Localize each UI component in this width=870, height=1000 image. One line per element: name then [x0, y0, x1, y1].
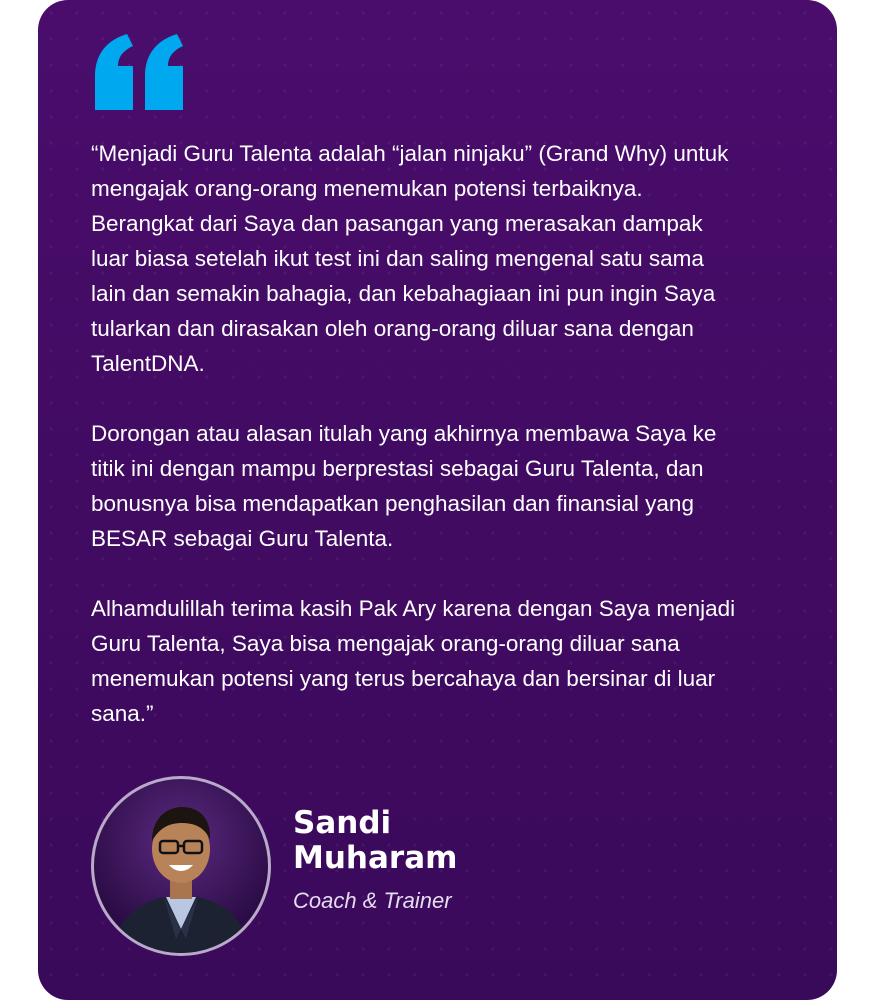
quote-paragraph-3: Alhamdulillah terima kasih Pak Ary karena dengan Saya menjadi Guru Talenta, Saya bisa mengajak orang-orang diluar sana menemukan potensi yang terus bercahaya dan bersinar di luar sana.”	[91, 596, 736, 726]
testimonial-card	[38, 0, 837, 1000]
author-name: Sandi Muharam	[293, 805, 458, 876]
author-avatar	[91, 776, 271, 956]
avatar-photo	[94, 779, 268, 953]
quote-paragraph-2: Dorongan atau alasan itulah yang akhirnya membawa Saya ke titik ini dengan mampu berprestasi sebagai Guru Talenta, dan bonusnya bisa mendapatkan penghasilan dan finansial yang BESAR sebagai Guru Talenta.	[91, 421, 717, 551]
quote-paragraph-1: “Menjadi Guru Talenta adalah “jalan ninjaku” (Grand Why) untuk mengajak orang-orang menemukan potensi terbaiknya. Berangkat dari Saya dan pasangan yang merasakan dampak luar biasa setelah ikut test ini dan saling mengenal satu sama lain dan semakin bahagia, dan kebahagiaan ini pun ingin Saya tularkan dan dirasakan oleh orang-orang diluar sana dengan TalentDNA.	[91, 141, 729, 376]
author-role: Coach & Trainer	[293, 888, 452, 913]
quote-icon	[93, 32, 185, 112]
testimonial-quote	[91, 136, 811, 731]
